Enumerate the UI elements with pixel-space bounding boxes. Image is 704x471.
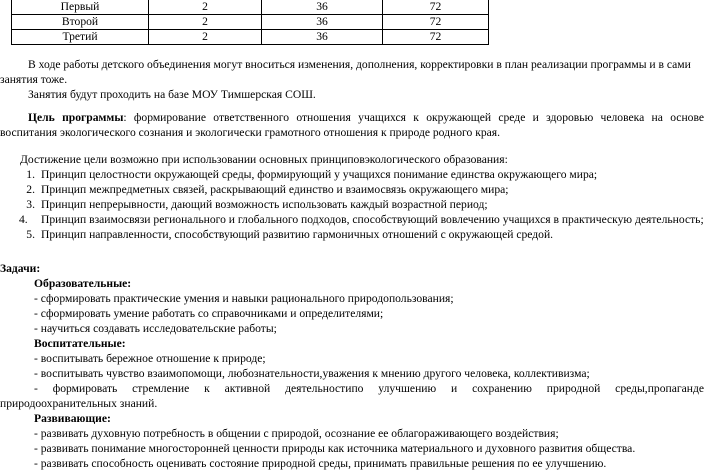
table-cell: Третий — [12, 30, 149, 45]
developmental-group-title: Развивающие: — [34, 412, 111, 425]
list-item: - сформировать умение работать со справочниками и определителями; — [34, 307, 384, 320]
principles-intro: Достижение цели возможно при использовании основных принциповэкологического образования: — [20, 153, 508, 166]
upbringing-group-title: Воспитательные: — [34, 337, 126, 350]
table-cell: Второй — [12, 15, 149, 30]
table-cell: 72 — [383, 30, 489, 45]
list-number: 1. — [26, 168, 35, 181]
table-row — [12, 0, 489, 15]
list-number: 4. — [19, 213, 28, 226]
list-item — [0, 197, 704, 212]
list-item-text: Принцип целостности окружающей среды, формирующий у учащихся понимание единства окружающего мира; — [41, 168, 598, 181]
list-number: 5. — [26, 228, 35, 241]
list-item: - воспитывать бережное отношение к природе; — [34, 352, 266, 365]
list-item: - развивать духовную потребность в общении с природой, осознание ее облагораживающего воздействия; — [34, 427, 559, 440]
list-item: - научиться создавать исследовательские работы; — [34, 322, 277, 335]
list-item — [0, 212, 704, 227]
table-cell: 36 — [262, 30, 383, 45]
list-item: - развивать способность оценивать состояние природной среды, принимать правильные решения по ее улучшению. — [34, 457, 607, 470]
list-item — [0, 167, 704, 182]
list-number: 3. — [26, 198, 35, 211]
list-item — [0, 182, 704, 197]
list-item: - воспитывать чувство взаимопомощи, любознательности,уважения к мнению другого человека, коллективизма; — [34, 367, 590, 380]
venue-paragraph: Занятия будут проходить на базе МОУ Тимшерская СОШ. — [28, 88, 316, 101]
table-cell: 2 — [149, 15, 262, 30]
goal-block — [0, 110, 704, 140]
table-row — [12, 30, 489, 45]
changes-paragraph: В ходе работы детского объединения могут вноситься изменения, дополнения, корректировки в план реализации программы и в сами занятия тоже. — [0, 58, 691, 86]
table-cell: 2 — [149, 0, 262, 15]
list-item: - развивать понимание многосторонней ценности природы как источника материального и духовного развития общества. — [34, 442, 636, 455]
goal-label: Цель программы — [28, 111, 124, 124]
principles-block — [0, 152, 704, 242]
tasks-block — [0, 261, 704, 471]
list-item-text: Принцип непрерывности, дающий возможность использовать каждый возрастной период; — [41, 198, 488, 211]
list-number: 2. — [26, 183, 35, 196]
table-cell: 2 — [149, 30, 262, 45]
table-cell: 36 — [262, 15, 383, 30]
table-cell: 36 — [262, 0, 383, 15]
list-item — [0, 227, 704, 242]
list-item-text: Принцип направленности, способствующий развитию гармоничных отношений с окружающей средой. — [41, 228, 554, 241]
principles-list — [0, 167, 704, 242]
years-table — [11, 0, 489, 45]
list-item: - сформировать практические умения и навыки рационального природопользования; — [34, 292, 454, 305]
table-cell: 72 — [383, 0, 489, 15]
goal-text: : формирование ответственного отношения учащихся к окружающей среде и здоровью человека на основе воспитания экологического сознания и экологически грамотного отношения к природе родного края. — [0, 111, 704, 139]
table-row — [12, 15, 489, 30]
list-item-text: Принцип взаимосвязи регионального и глобального подходов, способствующий вовлечению учащихся в практическую деятельность; — [41, 213, 704, 226]
table-cell: 72 — [383, 15, 489, 30]
goal-paragraph — [0, 110, 704, 140]
tasks-title: Задачи: — [0, 262, 41, 275]
changes-paragraph-block — [0, 57, 704, 102]
list-item: - формировать стремление к активной деятельностипо улучшению и сохранению природной среды,пропаганде природоохранительных знаний. — [0, 382, 704, 410]
table-cell: Первый — [12, 0, 149, 15]
educational-group-title: Образовательные: — [34, 277, 132, 290]
list-item-text: Принцип межпредметных связей, раскрывающий единство и взаимосвязь окружающего мира; — [41, 183, 509, 196]
